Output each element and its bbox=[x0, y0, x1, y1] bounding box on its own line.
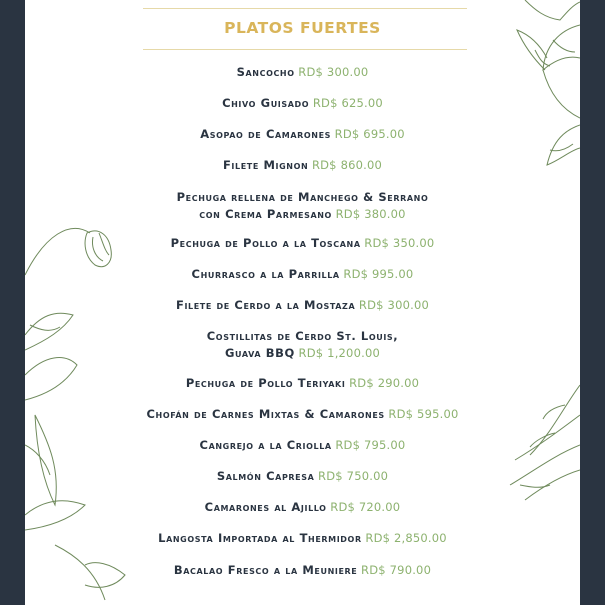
currency-label: RD$ bbox=[298, 346, 324, 360]
title-rule-bottom bbox=[143, 49, 467, 50]
currency-label: RD$ bbox=[334, 127, 360, 141]
dish-price bbox=[388, 407, 458, 421]
dish-name-line-1: Pechuga rellena de Manchego & Serrano bbox=[176, 190, 429, 204]
dish-price bbox=[359, 298, 429, 312]
dish-name: Guava BBQ bbox=[225, 346, 295, 360]
price-value: 300.00 bbox=[387, 298, 429, 312]
dish-price bbox=[361, 563, 431, 577]
dish-name: Cangrejo a la Criolla bbox=[199, 438, 332, 452]
price-value: 790.00 bbox=[389, 563, 432, 577]
price-value: 750.00 bbox=[346, 469, 389, 483]
menu-item bbox=[25, 297, 580, 314]
currency-label: RD$ bbox=[358, 298, 384, 312]
dish-price bbox=[318, 469, 388, 483]
dish-name: Chivo Guisado bbox=[222, 96, 310, 110]
currency-label: RD$ bbox=[335, 438, 361, 452]
price-value: 995.00 bbox=[372, 267, 414, 281]
dish-price bbox=[336, 207, 406, 221]
price-value: 290.00 bbox=[377, 376, 420, 390]
dish-name: Pechuga de Pollo Teriyaki bbox=[185, 376, 346, 390]
price-value: 695.00 bbox=[363, 127, 405, 141]
menu-item bbox=[25, 468, 580, 485]
section-title: PLATOS FUERTES bbox=[224, 19, 381, 37]
dish-name: Filete Mignon bbox=[222, 158, 309, 172]
menu-item bbox=[25, 126, 580, 143]
price-value: 300.00 bbox=[326, 65, 369, 79]
dish-name: Filete de Cerdo a la Mostaza bbox=[176, 298, 356, 312]
menu-item bbox=[25, 406, 580, 423]
currency-label: RD$ bbox=[330, 500, 356, 514]
price-value: 1,200.00 bbox=[327, 346, 380, 360]
dish-name: Chofán de Carnes Mixtas & Camarones bbox=[146, 407, 385, 421]
dish-price bbox=[335, 127, 405, 141]
dish-name: Bacalao Fresco a la Meuniere bbox=[173, 563, 358, 577]
menu-item bbox=[25, 157, 580, 174]
dish-name: Churrasco a la Parrilla bbox=[191, 267, 340, 281]
currency-label: RD$ bbox=[335, 207, 361, 221]
price-value: 350.00 bbox=[392, 236, 435, 250]
dish-price bbox=[313, 96, 383, 110]
currency-label: RD$ bbox=[298, 65, 324, 79]
currency-label: RD$ bbox=[365, 531, 391, 545]
price-value: 720.00 bbox=[358, 500, 401, 514]
dish-price bbox=[312, 158, 382, 172]
menu-item bbox=[25, 95, 580, 112]
price-value: 795.00 bbox=[363, 438, 406, 452]
dish-price bbox=[343, 267, 413, 281]
currency-label: RD$ bbox=[318, 469, 343, 483]
dish-price bbox=[335, 438, 405, 452]
menu-item bbox=[25, 437, 580, 454]
price-value: 625.00 bbox=[341, 96, 383, 110]
dish-name: Sancocho bbox=[236, 65, 295, 79]
menu-item bbox=[25, 328, 580, 362]
menu-item bbox=[25, 530, 580, 547]
currency-label: RD$ bbox=[311, 158, 337, 172]
price-value: 595.00 bbox=[417, 407, 459, 421]
dish-price bbox=[349, 376, 419, 390]
menu-item bbox=[25, 235, 580, 252]
price-value: 380.00 bbox=[364, 207, 406, 221]
dish-name: Camarones al Ajillo bbox=[204, 500, 327, 514]
dish-price bbox=[365, 531, 446, 545]
currency-label: RD$ bbox=[349, 376, 374, 390]
dish-name: Asopao de Camarones bbox=[200, 127, 332, 141]
title-rule-top bbox=[143, 8, 467, 9]
menu-item bbox=[25, 375, 580, 392]
menu-item bbox=[25, 562, 580, 579]
dish-price bbox=[364, 236, 434, 250]
dish-name: con Crema Parmesano bbox=[199, 207, 332, 221]
currency-label: RD$ bbox=[364, 236, 390, 250]
dish-name: Langosta Importada al Thermidor bbox=[158, 531, 362, 545]
dish-name: Salmón Capresa bbox=[216, 469, 315, 483]
menu-item bbox=[25, 499, 580, 516]
currency-label: RD$ bbox=[312, 96, 338, 110]
currency-label: RD$ bbox=[343, 267, 369, 281]
currency-label: RD$ bbox=[361, 563, 386, 577]
dish-name-line-1: Costillitas de Cerdo St. Louis, bbox=[206, 329, 399, 343]
price-value: 860.00 bbox=[340, 158, 383, 172]
menu-page bbox=[25, 0, 580, 605]
price-value: 2,850.00 bbox=[394, 531, 447, 545]
menu-item bbox=[25, 189, 580, 223]
menu-item bbox=[25, 266, 580, 283]
dish-price bbox=[330, 500, 400, 514]
dish-price bbox=[298, 65, 368, 79]
dish-name: Pechuga de Pollo a la Toscana bbox=[170, 236, 361, 250]
menu-item bbox=[25, 64, 580, 81]
currency-label: RD$ bbox=[388, 407, 414, 421]
dish-price bbox=[299, 346, 380, 360]
